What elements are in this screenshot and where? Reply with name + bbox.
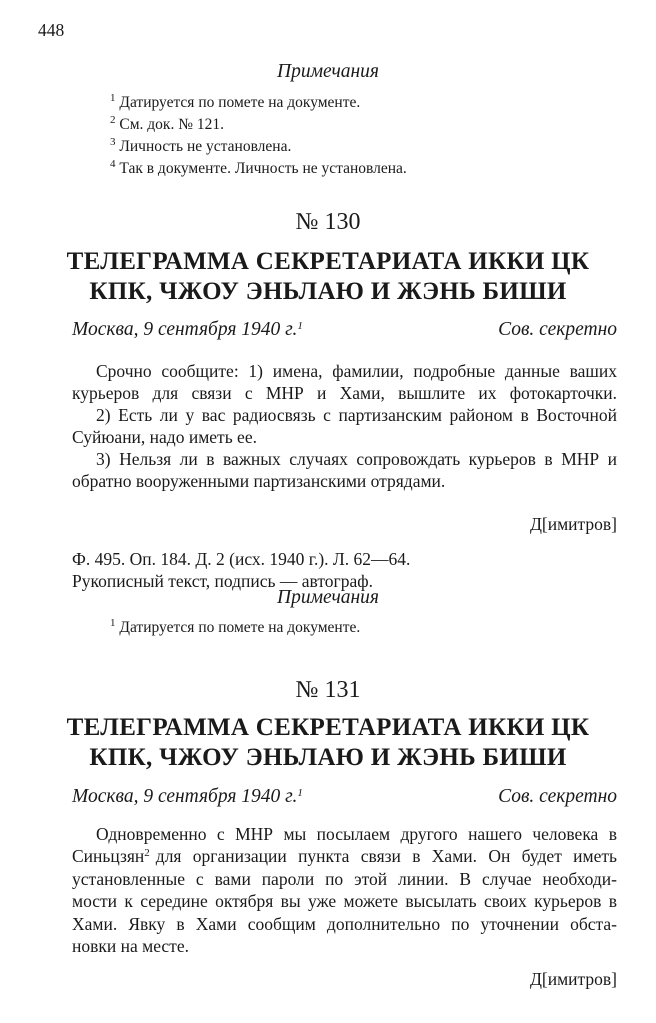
body-line: 2) Есть ли у вас радиосвязь с партизанским районом в Восточной [96,405,617,425]
footnote-mark: 3 [110,136,116,148]
footnote-2 [110,115,655,135]
footnote-text: См. док. № 121. [119,116,224,133]
footnote-text: Личность не установлена. [119,138,292,155]
document-number: № 131 [295,677,361,703]
notes-heading: Примечания [277,61,379,82]
footnote-text: Датируется по помете на документе. [119,619,361,636]
body-line: Хами. Явку в Хами сообщим дополнительно по уточнении обста- [72,914,617,934]
body-line: мости к середине октября вы уже можете высылать своих курьеров в [72,891,617,911]
document-title-line: КПК, ЧЖОУ ЭНЬЛАЮ И ЖЭНЬ БИШИ [89,278,567,305]
body-line: 3) Нельзя ли в важных случаях сопровождать курьеров в МНР и [96,449,617,469]
footnote-1 [110,93,655,113]
footnote-mark: 1 [297,320,303,332]
body-line: Суйюани, надо иметь ее. [72,427,257,447]
document-title-line: КПК, ЧЖОУ ЭНЬЛАЮ И ЖЭНЬ БИШИ [89,744,567,771]
body-line: установленные с вами пароли по этой линии. В случае необходи- [72,869,617,889]
footnote-3 [110,137,655,157]
body-line [72,845,617,867]
footnote-mark: 1 [297,787,303,799]
document-title-line: ТЕЛЕГРАММА СЕКРЕТАРИАТА ИККИ ЦК [66,714,590,741]
footnote-4 [110,159,655,179]
place-name: Синьцзян [72,846,145,866]
body-line: новки на месте. [72,936,189,956]
body-word [72,845,150,867]
body-line: обратно вооруженными партизанскими отрядами. [72,471,446,491]
footnote-mark: 1 [110,92,116,104]
footnote-mark: 4 [110,158,116,170]
document-number: № 130 [295,209,361,235]
place-date-text: Москва, 9 сентября 1940 г. [72,786,298,807]
document-title-line: ТЕЛЕГРАММА СЕКРЕТАРИАТА ИККИ ЦК [66,248,590,275]
archive-reference: Ф. 495. Оп. 184. Д. 2 (исх. 1940 г.). Л. 62—64. [72,549,411,569]
body-line: Срочно сообщите: 1) имена, фамилии, подробные данные ваших [96,361,617,381]
body-line: Одновременно с МНР мы посылаем другого нашего человека в [96,824,617,844]
body-line-rest: для организации пункта связи в Хами. Он будет иметь [155,846,617,866]
signature: Д[имитров] [529,514,617,534]
classification: Сов. секретно [498,786,617,807]
classification: Сов. секретно [498,319,617,340]
footnote-text: Датируется по помете на документе. [119,94,361,111]
notes-heading: Примечания [277,587,379,608]
footnote-mark: 2 [110,114,116,126]
page-number: 448 [38,20,65,40]
body-line: курьеров для связи с МНР и Хами, вышлите их фотокарточки. [72,383,617,403]
signature: Д[имитров] [529,969,617,989]
archive-note: Рукописный текст, подпись — автограф. [72,571,373,591]
footnote-text: Так в документе. Личность не установлена. [119,160,407,177]
place-date-text: Москва, 9 сентября 1940 г. [72,319,298,340]
footnote-mark: 1 [110,617,116,629]
footnote-1 [110,618,655,638]
footnote-mark: 2 [144,847,150,859]
